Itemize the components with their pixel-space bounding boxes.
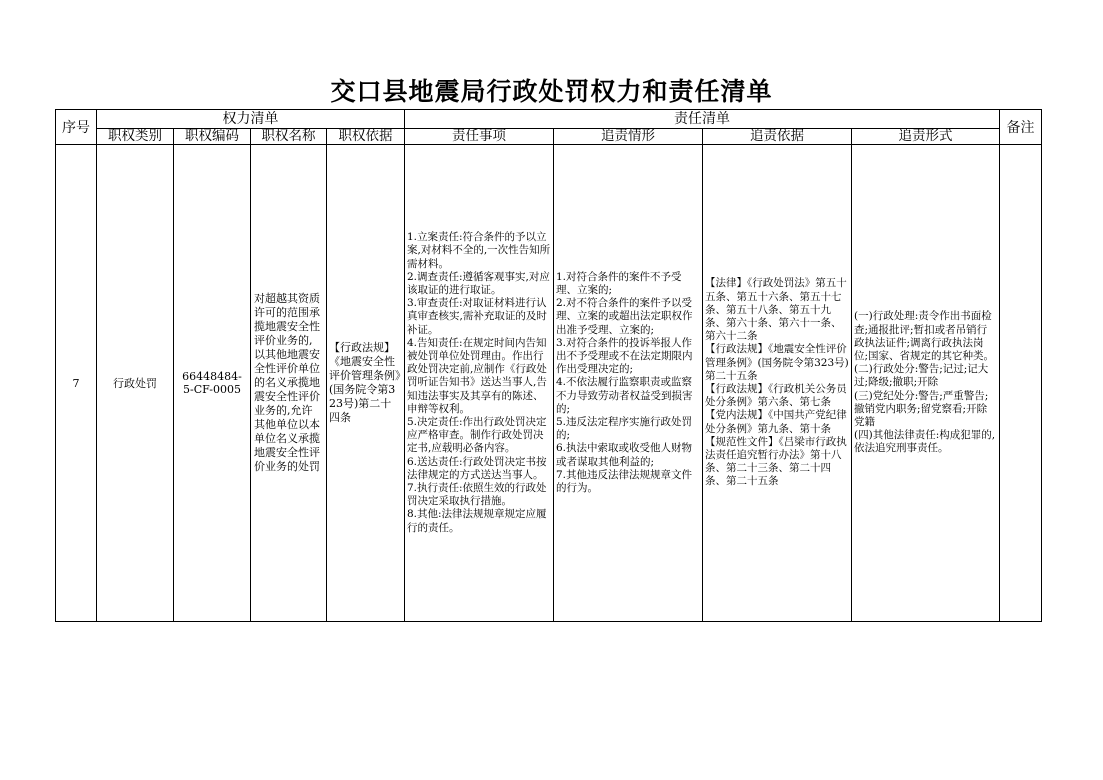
accountability-basis-item: 【法律】《行政处罚法》第五十五条、第五十六条、第五十七条、第五十八条、第五十九条、第六十条、第六十一条、第六十二条 bbox=[705, 277, 847, 343]
accountability-cases-header: 追责情形 bbox=[554, 129, 703, 145]
category-header: 职权类别 bbox=[97, 129, 174, 145]
basis-header: 职权依据 bbox=[327, 129, 405, 145]
table-row bbox=[56, 145, 1042, 622]
accountability-form: (一)行政处理:责令作出书面检查;通报批评;暂扣或者吊销行政执法证件;调离行政执法岗位;国家、省规定的其它种类。 bbox=[854, 310, 995, 362]
accountability-forms-cell bbox=[852, 145, 1000, 622]
accountability-case: 4.不依法履行监察职责或监察不力导致劳动者权益受到损害的; bbox=[556, 376, 693, 415]
seq-cell: 7 bbox=[56, 145, 97, 622]
responsibility-list-header: 责任清单 bbox=[405, 110, 1000, 129]
duty-item: 2.调查责任:遵循客观事实,对应该取证的进行取证。 bbox=[407, 270, 550, 296]
code-header: 职权编码 bbox=[174, 129, 251, 145]
duty-items-cell bbox=[405, 145, 554, 622]
accountability-case: 1.对符合条件的案件不予受理、立案的; bbox=[556, 270, 682, 296]
document-title: 交口县地震局行政处罚权力和责任清单 bbox=[330, 77, 773, 106]
duty-item: 8.其他:法律法规规章规定应履行的责任。 bbox=[407, 508, 547, 534]
accountability-cases-cell bbox=[554, 145, 703, 622]
accountability-case: 7.其他违反法律法规规章文件的行为。 bbox=[556, 468, 693, 495]
duty-item: 1.立案责任:符合条件的予以立案,对材料不全的,一次性告知所需材料。 bbox=[407, 231, 551, 270]
accountability-case: 2.对不符合条件的案件予以受理、立案的或超出法定职权作出准予受理、立案的; bbox=[556, 297, 693, 336]
accountability-form: (二)行政处分:警告;记过;记大过;降级;撤职;开除 bbox=[854, 363, 989, 389]
code-cell: 66448484-5-CF-0005 bbox=[174, 145, 251, 622]
remark-cell bbox=[1000, 145, 1042, 622]
header-row-top bbox=[56, 110, 1042, 129]
accountability-basis-cell bbox=[703, 145, 852, 622]
duty-item: 4.告知责任:在规定时间内告知被处罚单位处罚理由。作出行政处罚决定前,应制作《行政处罚听证告知书》送达当事人,告知违法事实及其享有的陈述、申辩等权利。 bbox=[407, 336, 547, 415]
accountability-basis-item: 【行政法规】《行政机关公务员处分条例》第六条、第七条 bbox=[705, 383, 847, 409]
accountability-case: 3.对符合条件的投诉举报人作出不予受理或不在法定期限内作出受理决定的; bbox=[556, 336, 693, 376]
power-list-header: 权力清单 bbox=[97, 110, 405, 129]
basis-cell: 【行政法规】《地震安全性评价管理条例》(国务院令第323号)第二十四条 bbox=[327, 145, 405, 622]
duty-item: 6.送达责任:行政处罚决定书按法律规定的方式送达当事人。 bbox=[407, 455, 547, 481]
duty-items-header: 责任事项 bbox=[405, 129, 554, 145]
seq-header: 序号 bbox=[56, 110, 97, 145]
duty-item: 5.决定责任:作出行政处罚决定应严格审查。制作行政处罚决定书,应载明必备内容。 bbox=[407, 416, 547, 455]
accountability-case: 5.违反法定程序实施行政处罚的; bbox=[556, 416, 693, 442]
duty-item: 7.执行责任:依照生效的行政处罚决定采取执行措施。 bbox=[407, 482, 547, 508]
accountability-basis-item: 【党内法规】《中国共产党纪律处分条例》第九条、第十条 bbox=[705, 409, 847, 435]
duty-item: 3.审查责任:对取证材料进行认真审查核实,需补充取证的及时补证。 bbox=[407, 297, 547, 336]
accountability-basis-item: 【行政法规】《地震安全性评价管理条例》(国务院令第323号)第二十五条 bbox=[705, 343, 849, 382]
category-cell: 行政处罚 bbox=[97, 145, 174, 622]
accountability-basis-item: 【规范性文件】《吕梁市行政执法责任追究暂行办法》第十八条、第二十三条、第二十四条、第二十五条 bbox=[705, 435, 847, 488]
name-header: 职权名称 bbox=[251, 129, 327, 145]
remark-header: 备注 bbox=[1000, 110, 1042, 145]
accountability-form: (三)党纪处分:警告;严重警告;撤销党内职务;留党察看;开除党籍 bbox=[854, 389, 989, 428]
name-cell: 对超越其资质许可的范围承揽地震安全性评价业务的,以其他地震安全性评价单位的名义承揽地震安全性评价业务的,允许其他单位以本单位名义承揽地震安全性评价业务的处罚 bbox=[251, 145, 327, 622]
power-responsibility-table bbox=[55, 109, 1042, 622]
accountability-forms-header: 追责形式 bbox=[852, 129, 1000, 145]
accountability-basis-header: 追责依据 bbox=[703, 129, 852, 145]
accountability-form: (四)其他法律责任:构成犯罪的,依法追究刑事责任。 bbox=[854, 429, 996, 455]
header-row-sub bbox=[56, 129, 1042, 145]
accountability-case: 6.执法中索取或收受他人财物或者谋取其他利益的; bbox=[556, 442, 693, 468]
